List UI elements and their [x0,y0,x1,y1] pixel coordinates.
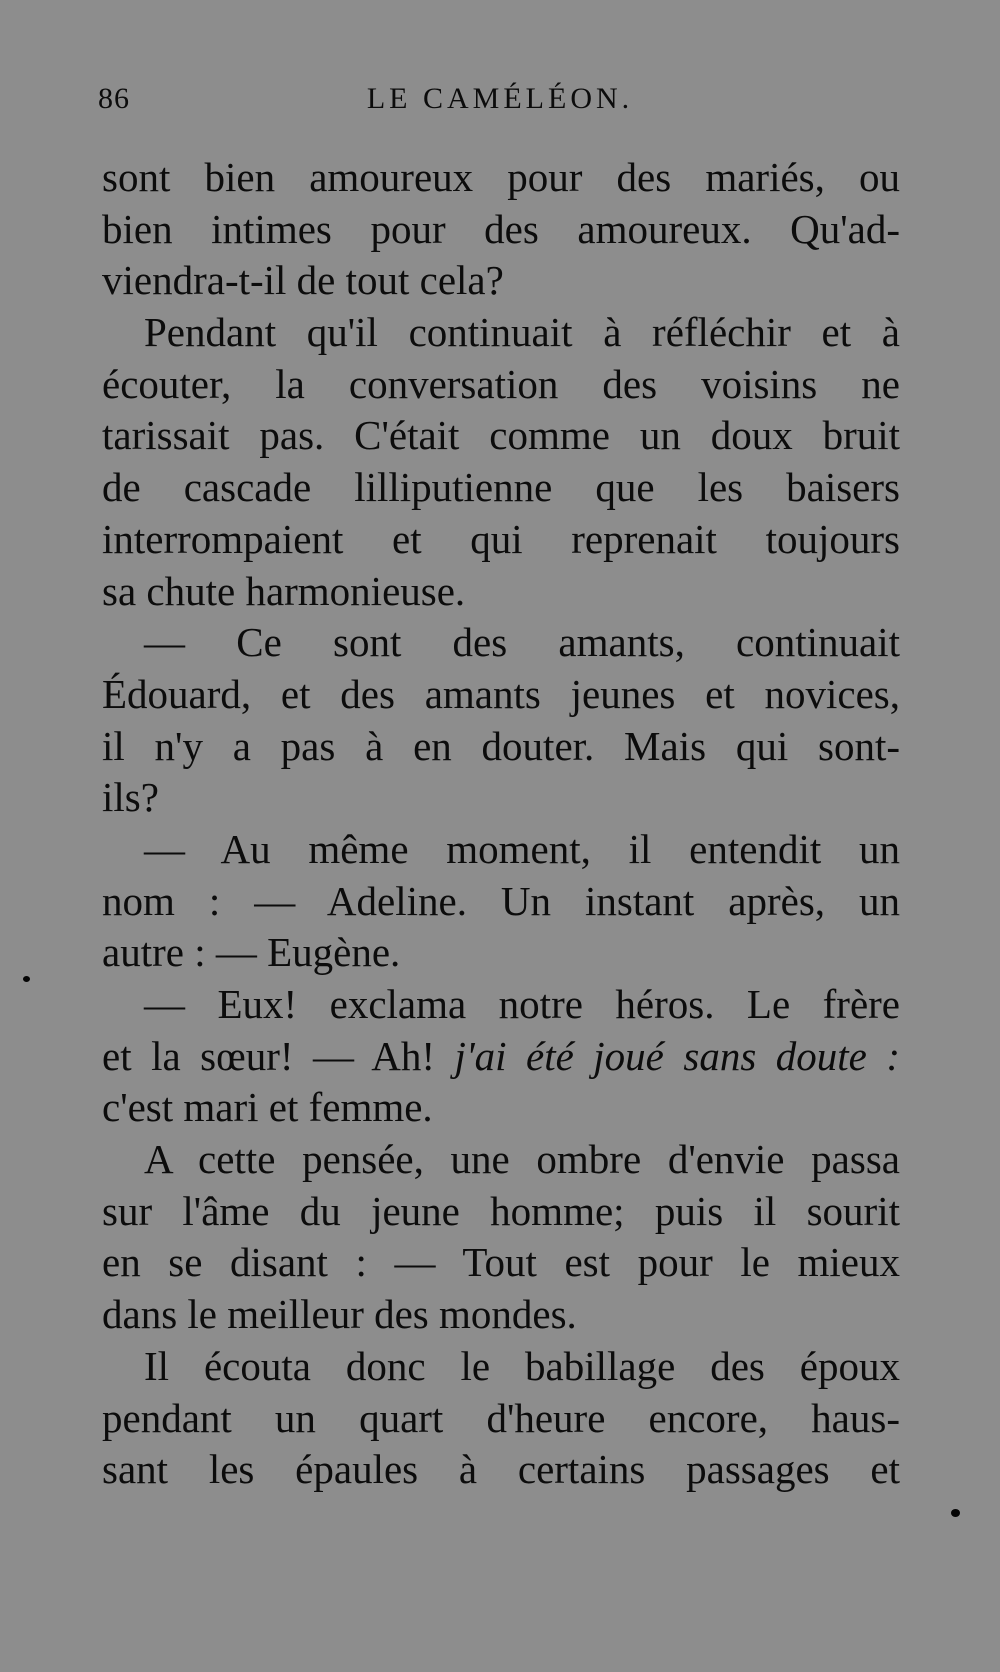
text-line: viendra-t-il de tout cela? [102,257,504,304]
text-line: — Ce sont des amants, continuait [144,619,900,666]
text-line: ils? [102,774,159,821]
text-line: sur l'âme du jeune homme; puis il sourit [102,1187,900,1234]
text-segment: et la sœur! — Ah! [102,1032,435,1079]
text-line [102,1031,900,1083]
text-line: de cascade lilliputienne que les baisers [102,464,900,511]
running-title: LE CAMÉLÉON. [366,82,634,115]
ink-speck [23,976,30,982]
text-line: Il écouta donc le babillage des époux [144,1342,900,1389]
text-line: il n'y a pas à en douter. Mais qui sont- [102,722,900,769]
italic-phrase: j'ai été joué sans doute : [454,1032,900,1079]
text-line: sa chute harmonieuse. [102,567,466,614]
ink-speck [951,1509,960,1517]
running-head [98,82,902,122]
text-line: sont bien amoureux pour des mariés, ou [102,154,900,200]
text-line: — Eux! exclama notre héros. Le frère [144,981,900,1027]
text-line: écouter, la conversation des voisins ne [102,360,900,407]
body-text [102,152,900,1496]
text-line: Pendant qu'il continuait à réfléchir et à [144,309,900,356]
text-line: — Au même moment, il entendit un [144,825,900,872]
text-line: c'est mari et femme. [102,1084,433,1131]
text-line: dans le meilleur des mondes. [102,1291,577,1338]
text-line: Édouard, et des amants jeunes et novices, [102,670,900,717]
text-line: autre : — Eugène. [102,929,401,976]
text-line: interrompaient et qui reprenait toujours [102,515,900,562]
text-line: sant les épaules à certains passages et [102,1446,900,1493]
page-number: 86 [98,82,130,115]
text-line: pendant un quart d'heure encore, haus- [102,1394,900,1441]
text-line: A cette pensée, une ombre d'envie passa [144,1136,900,1183]
text-line: tarissait pas. C'était comme un doux bruit [102,412,900,459]
text-line: en se disant : — Tout est pour le mieux [102,1239,900,1286]
text-line: bien intimes pour des amoureux. Qu'ad- [102,205,900,252]
text-line: nom : — Adeline. Un instant après, un [102,877,900,924]
